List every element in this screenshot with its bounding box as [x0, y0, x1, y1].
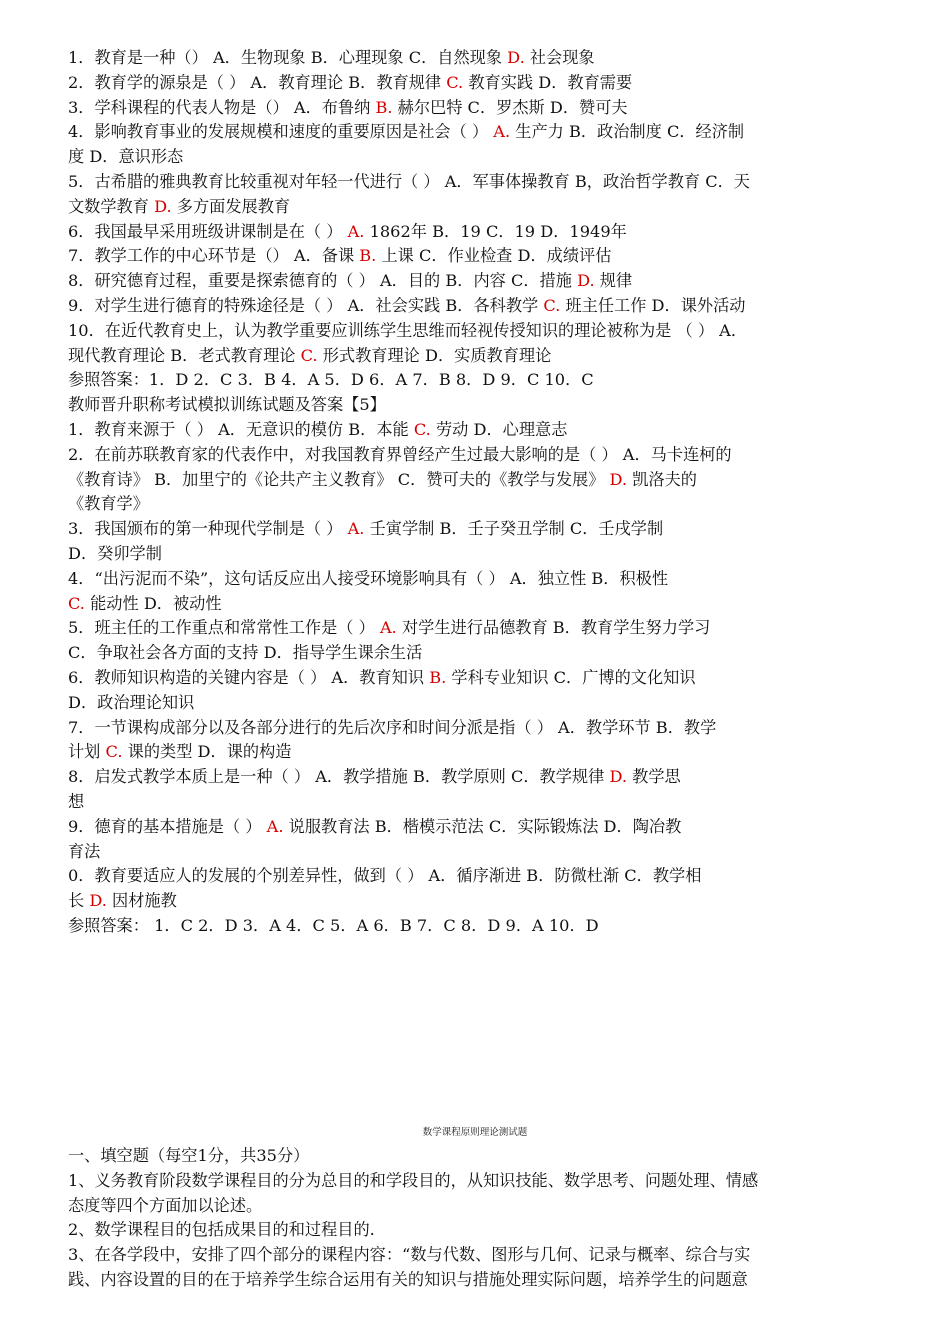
line-text: 文数学教育 — [68, 196, 155, 216]
line-text: 6．我国最早采用班级讲课制是在（ ） — [68, 221, 348, 241]
text-line: 2、数学课程目的包括成果目的和过程目的. — [68, 1220, 375, 1240]
text-line — [68, 592, 882, 617]
text-line — [68, 765, 882, 790]
text-line: 态度等四个方面加以论述。 — [68, 1195, 263, 1215]
line-text: 9．对学生进行德育的特殊途径是（ ） A．社会实践 B．各科教学 — [68, 295, 544, 315]
answer-letter: C. — [543, 295, 561, 315]
text-line — [68, 220, 882, 245]
line-text: 班主任工作 D．课外活动 — [560, 295, 746, 315]
line-text: 1．教育是一种（） A．生物现象 B．心理现象 C．自然现象 — [68, 48, 508, 67]
text-line — [68, 691, 882, 716]
line-text: 说服教育法 B．楷模示范法 C．实际锻炼法 D．陶冶教 — [283, 816, 682, 836]
text-line — [68, 616, 882, 641]
text-line — [68, 319, 882, 344]
line-text: C．争取社会各方面的支持 D．指导学生课余生活 — [68, 643, 423, 663]
line-text: 育法 — [68, 841, 101, 861]
line-text: 学科专业知识 C．广博的文化知识 — [446, 667, 696, 687]
answer-letter: A. — [347, 519, 365, 539]
line-text: 社会现象 — [524, 48, 595, 67]
line-text: 教学思 — [626, 767, 681, 787]
text-line: 践、内容设置的目的在于培养学生综合运用有关的知识与措施处理实际问题，培养学生的问题意 — [68, 1269, 748, 1289]
text-line — [68, 716, 882, 741]
line-text: 现代教育理论 B．老式教育理论 — [68, 345, 301, 365]
line-text: 1862年 B．19 C．19 D．1949年 — [364, 221, 627, 241]
line-text: 计划 — [68, 742, 106, 762]
text-line — [68, 368, 882, 393]
line-text: 6．教师知识构造的关键内容是（ ） A．教育知识 — [68, 667, 430, 687]
answer-letter: B. — [375, 97, 393, 117]
line-text: 长 — [68, 891, 90, 911]
text-line — [68, 641, 882, 666]
answer-letter: D. — [609, 469, 628, 489]
text-line — [68, 567, 882, 592]
text-line — [68, 864, 882, 889]
line-text: 5．古希腊的雅典教育比较重视对年轻一代进行（ ） A．军事体操教育 B，政治哲学教育 C．天 — [68, 171, 750, 191]
line-text: 教师晋升职称考试模拟训练试题及答案【5】 — [68, 395, 386, 415]
line-text: 10．在近代教育史上，认为教学重要应训练学生思维而轻视传授知识的理论被称为是 （ ） A． — [68, 320, 748, 340]
answer-letter: A. — [266, 816, 284, 836]
text-line — [68, 418, 882, 443]
text-line — [68, 145, 882, 170]
text-line — [68, 393, 882, 418]
line-text: 7．一节课构成部分以及各部分进行的先后次序和时间分派是指（ ） A．教学环节 B．教学 — [68, 717, 717, 737]
line-text: 参照答案： 1．C 2．D 3．A 4．C 5．A 6．B 7．C 8．D 9．A 10．D — [68, 915, 599, 935]
line-text: D．政治理论知识 — [68, 692, 195, 712]
line-text: 形式教育理论 D．实质教育理论 — [317, 345, 552, 365]
line-text: 赫尔巴特 C．罗杰斯 D．赞可夫 — [392, 97, 628, 117]
line-text: 教育实践 D．教育需要 — [463, 72, 633, 92]
answer-letter: A. — [379, 618, 397, 638]
line-text: 参照答案：1．D 2．C 3．B 4．A 5．D 6．A 7．B 8．D 9．C 10．C — [68, 370, 594, 390]
text-line — [68, 815, 882, 840]
text-line — [68, 96, 882, 121]
text-line: 一、填空题（每空1分，共35分） — [68, 1146, 310, 1165]
text-line — [68, 889, 882, 914]
line-text: 对学生进行品德教育 B．教育学生努力学习 — [396, 618, 711, 638]
line-text: 劳动 D．心理意志 — [430, 419, 568, 439]
line-text: 课的类型 D．课的构造 — [122, 742, 292, 762]
text-line — [68, 244, 882, 269]
line-text: 1．教育来源于（ ） A．无意识的模仿 B．本能 — [68, 419, 414, 439]
text-line — [68, 790, 882, 815]
answer-letter: C. — [300, 345, 318, 365]
line-text: 《教育诗》 B．加里宁的《论共产主义教育》 C．赞可夫的《教学与发展》 — [68, 469, 610, 489]
answer-letter: D. — [154, 196, 172, 216]
text-line — [68, 294, 882, 319]
text-line — [68, 492, 882, 517]
text-line: 1、义务教育阶段数学课程目的分为总目的和学段目的，从知识技能、数学思考、问题处理、情感 — [68, 1170, 759, 1190]
text-line — [68, 120, 882, 145]
line-text: 因材施教 — [106, 891, 177, 911]
answer-letter: C. — [413, 419, 431, 439]
line-text: 8．启发式教学本质上是一种（ ） A．教学措施 B．教学原则 C．教学规律 — [68, 767, 610, 787]
text-line: 3、在各学段中，安排了四个部分的课程内容：“数与代数、图形与几何、记录与概率、综合与实 — [68, 1245, 751, 1265]
line-text: 9．德育的基本措施是（ ） — [68, 816, 267, 836]
answer-letter: D. — [89, 891, 107, 911]
line-text: 4．影响教育事业的发展规模和速度的重要原因是社会（ ） — [68, 122, 494, 142]
text-line — [68, 666, 882, 691]
exam-section-1 — [68, 46, 882, 939]
text-line — [68, 46, 882, 71]
text-line — [68, 840, 882, 865]
line-text: D．癸卯学制 — [68, 543, 162, 563]
answer-letter: C. — [446, 72, 464, 92]
text-line — [68, 517, 882, 542]
line-text: 凯洛夫的 — [627, 469, 697, 489]
line-text: 4．“出污泥而不染”，这句话反应出人接受环境影响具有（ ） A．独立性 B．积极性 — [68, 568, 669, 588]
text-line — [68, 195, 882, 220]
line-text: 5．班主任的工作重点和常常性工作是（ ） — [68, 618, 380, 638]
line-text: 能动性 D．被动性 — [84, 593, 222, 613]
answer-letter: B. — [359, 246, 377, 266]
section-subtitle: 数学课程原则理论测试题 — [422, 1127, 528, 1138]
text-line — [68, 71, 882, 96]
line-text: 度 D．意识形态 — [68, 147, 184, 167]
line-text: 生产力 B．政治制度 C．经济制 — [510, 122, 745, 142]
line-text: 3．我国颁布的第一种现代学制是（ ） — [68, 519, 348, 539]
text-line — [68, 914, 882, 939]
line-text: 3．学科课程的代表人物是（） A．布鲁纳 — [68, 97, 376, 117]
answer-letter: A. — [493, 122, 511, 142]
text-line — [68, 542, 882, 567]
text-line — [68, 269, 882, 294]
answer-letter: D. — [507, 48, 525, 67]
answer-letter: D. — [609, 767, 627, 787]
answer-letter: D. — [577, 271, 595, 291]
line-text: 《教育学》 — [68, 494, 149, 514]
line-text: 2．教育学的源泉是（ ） A．教育理论 B．教育规律 — [68, 72, 447, 92]
line-text: 7．教学工作的中心环节是（） A．备课 — [68, 246, 360, 266]
answer-letter: C. — [68, 593, 85, 613]
line-text: 上课 C．作业检查 D．成绩评估 — [376, 246, 612, 266]
line-text: 想 — [68, 791, 85, 811]
exam-section-2 — [68, 1144, 882, 1293]
text-line — [68, 468, 882, 493]
text-line — [68, 740, 882, 765]
answer-letter: B. — [429, 667, 447, 687]
line-text: 壬寅学制 B．壬子癸丑学制 C．壬戌学制 — [364, 519, 664, 539]
line-text: 2．在前苏联教育家的代表作中，对我国教育界曾经产生过最大影响的是（ ） A．马卡连柯的 — [68, 444, 732, 464]
answer-letter: A. — [347, 221, 365, 241]
line-text: 规律 — [594, 271, 633, 291]
text-line — [68, 170, 882, 195]
answer-letter: C. — [105, 742, 123, 762]
text-line — [68, 443, 882, 468]
line-text: 0．教育要适应人的发展的个别差异性，做到（ ） A．循序渐进 B．防微杜渐 C．教学相 — [68, 866, 702, 886]
line-text: 8．研究德育过程，重要是探索德育的（ ） A．目的 B．内容 C．措施 — [68, 271, 578, 291]
text-line — [68, 344, 882, 369]
line-text: 多方面发展教育 — [171, 196, 291, 216]
